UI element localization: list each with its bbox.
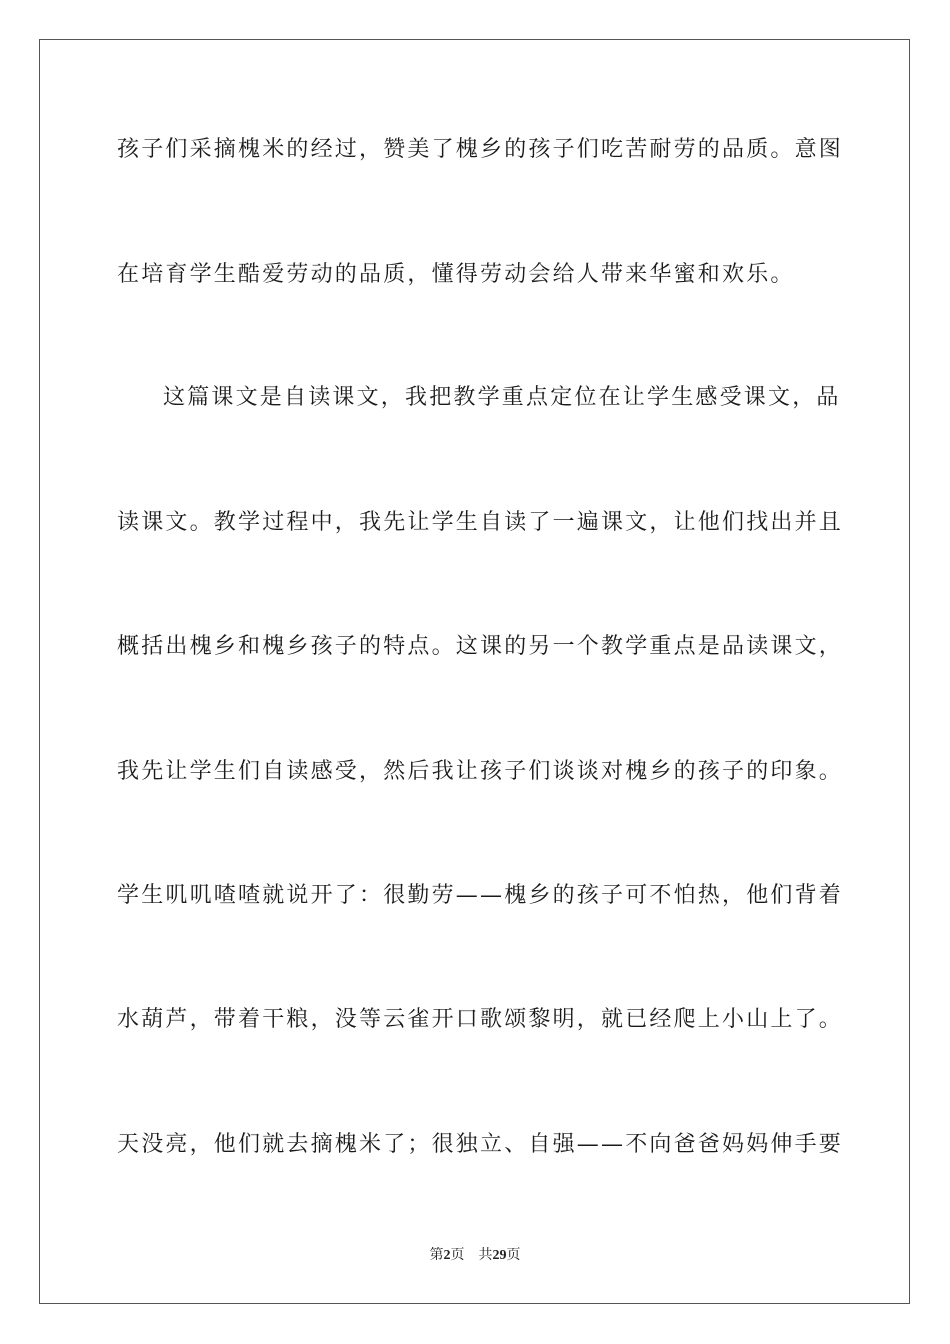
total-suffix: 页 bbox=[506, 1248, 521, 1263]
body-text-line-8: 水葫芦，带着干粮，没等云雀开口歌颂黎明，就已经爬上小山上了。 bbox=[117, 1007, 844, 1032]
body-text-line-4: 读课文。教学过程中，我先让学生自读了一遍课文，让他们找出并且 bbox=[117, 510, 844, 535]
body-text-line-1: 孩子们采摘槐米的经过，赞美了槐乡的孩子们吃苦耐劳的品质。意图 bbox=[117, 137, 844, 162]
body-text-line-3: 这篇课文是自读课文，我把教学重点定位在让学生感受课文，品 bbox=[163, 385, 841, 410]
body-text-line-2: 在培育学生酷爱劳动的品质，懂得劳动会给人带来华蜜和欢乐。 bbox=[117, 262, 795, 287]
page-footer bbox=[0, 1246, 950, 1266]
page-prefix: 第 bbox=[429, 1248, 444, 1263]
total-prefix: 共 bbox=[478, 1248, 493, 1263]
body-text-line-9: 天没亮，他们就去摘槐米了；很独立、自强——不向爸爸妈妈伸手要 bbox=[117, 1132, 844, 1157]
page-suffix: 页 bbox=[450, 1248, 465, 1263]
body-text-line-6: 我先让学生们自读感受，然后我让孩子们谈谈对槐乡的孩子的印象。 bbox=[117, 759, 844, 784]
page-number: 2 bbox=[443, 1248, 451, 1263]
page-border bbox=[39, 39, 910, 1304]
total-pages: 29 bbox=[492, 1248, 507, 1263]
body-text-line-7: 学生叽叽喳喳就说开了：很勤劳——槐乡的孩子可不怕热，他们背着 bbox=[117, 883, 844, 908]
body-text-line-5: 概括出槐乡和槐乡孩子的特点。这课的另一个教学重点是品读课文， bbox=[117, 634, 844, 659]
